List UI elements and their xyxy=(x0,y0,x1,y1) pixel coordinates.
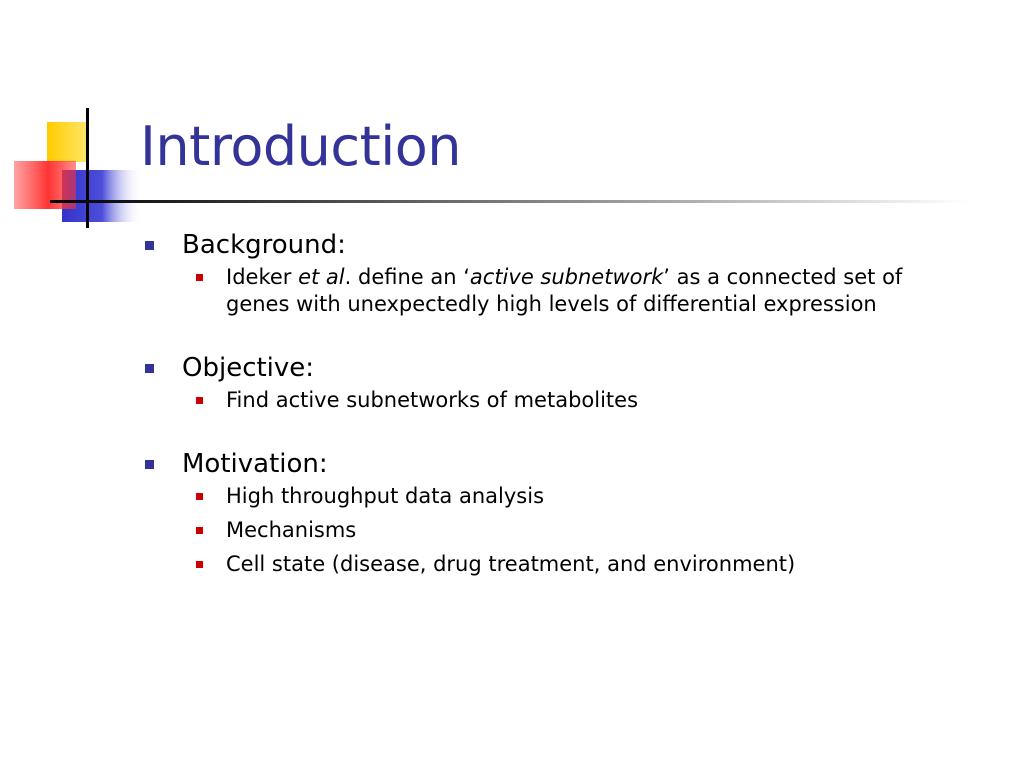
square-bullet-icon xyxy=(145,460,154,469)
square-bullet-icon xyxy=(196,561,203,568)
square-bullet-icon xyxy=(145,364,154,373)
item-text: Ideker xyxy=(226,265,299,289)
square-bullet-icon xyxy=(196,274,203,281)
item-text-italic: et al xyxy=(298,265,345,289)
slide-title: Introduction xyxy=(140,115,462,178)
level2-item xyxy=(145,517,926,544)
level2-item xyxy=(145,387,926,414)
level1-item xyxy=(145,447,975,481)
level2-item xyxy=(145,483,926,510)
sub-list xyxy=(145,264,975,318)
section-heading: Background: xyxy=(182,230,346,260)
item-text-italic: active subnetwork xyxy=(469,265,664,289)
level2-item xyxy=(145,551,926,578)
title-underline xyxy=(50,200,970,203)
section-objective xyxy=(145,351,975,414)
item-text: Find active subnetworks of metabolites xyxy=(226,388,639,412)
square-bullet-icon xyxy=(145,241,154,250)
item-text: High throughput data analysis xyxy=(226,484,545,508)
section-motivation xyxy=(145,447,975,578)
level1-item xyxy=(145,228,975,262)
square-bullet-icon xyxy=(196,493,203,500)
deco-vertical-line xyxy=(86,108,89,228)
section-heading: Objective: xyxy=(182,353,315,383)
level1-item xyxy=(145,351,975,385)
sub-list xyxy=(145,387,975,414)
item-text: Mechanisms xyxy=(226,518,357,542)
deco-yellow-square xyxy=(47,122,87,162)
item-text: Cell state (disease, drug treatment, and environment) xyxy=(226,552,796,576)
square-bullet-icon xyxy=(196,527,203,534)
corner-decoration xyxy=(0,0,150,240)
sub-list xyxy=(145,483,975,578)
level2-item xyxy=(145,264,926,318)
item-text: ’ as a connected set of genes with unexpectedly high levels of differential expression xyxy=(226,265,903,316)
bullet-content xyxy=(145,228,975,611)
item-text: . define an ‘ xyxy=(344,265,470,289)
section-background xyxy=(145,228,975,318)
square-bullet-icon xyxy=(196,397,203,404)
section-heading: Motivation: xyxy=(182,449,328,479)
